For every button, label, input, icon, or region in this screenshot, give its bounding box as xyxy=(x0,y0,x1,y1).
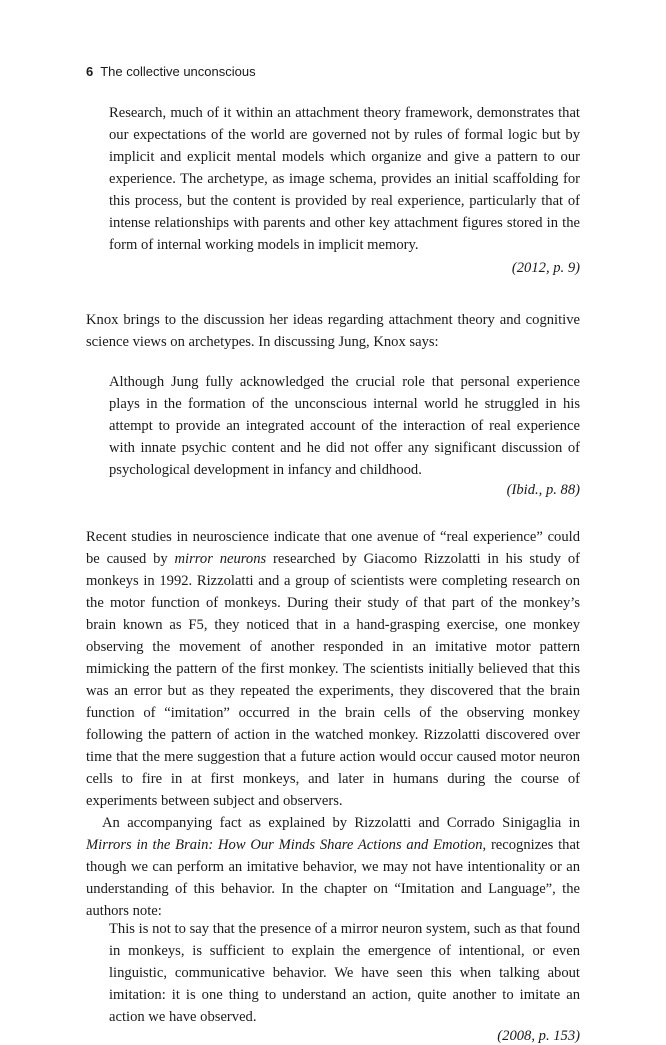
citation-1: (2012, p. 9) xyxy=(511,260,580,276)
running-head xyxy=(86,64,256,79)
paragraph-2-start: Recent studies in neuroscience indicate that one avenue of “real experience” could be caused by xyxy=(86,529,580,567)
term-mirror-neurons: mirror neurons xyxy=(174,551,267,567)
paragraph-3-rest: , recognizes that though we can perform an imitative behavior, we may not have intentionality or an understanding of this behavior. In the chapter on “Imitation and Language”, the authors note: xyxy=(86,837,580,919)
paragraph-2-rest: researched by Giacomo Rizzolatti in his study of monkeys in 1992. Rizzolatti and a group of scientists were completing research on the motor function of monkeys. During their study of that part of the monkey’s brain known as F5, they noticed that in a hand-grasping exercise, one monkey observing the movement of another responded in an imitative motor pattern mimicking the pattern of the first monkey. The scientists initially believed that this was an error but as they repeated the experiments, they discovered that the brain function of “imitation” occurred in the brain cells of the observing monkey following the pattern of action in the watched monkey. Rizzolatti discovered over time that the mere suggestion that a future action would occur caused motor neuron cells to fire in at first monkeys, and later in humans during the course of experiments between subject and observers. xyxy=(86,551,580,809)
block-quote-1: Research, much of it within an attachment theory framework, demonstrates that our expectations of the world are governed not by rules of formal logic but by implicit and explicit mental models which organize and give a pattern to our experience. The archetype, as image schema, provides an initial scaffolding for this process, but the content is provided by real experience, particularly that of intense relationships with parents and other key attachment figures stored in the form of internal working models in implicit memory. xyxy=(109,105,580,253)
paragraph-3 xyxy=(86,812,580,922)
paragraph-2 xyxy=(86,526,580,812)
paragraph-1: Knox brings to the discussion her ideas regarding attachment theory and cognitive science views on archetypes. In discussing Jung, Knox says: xyxy=(86,312,580,350)
page-number: 6 xyxy=(86,64,94,79)
book-title: Mirrors in the Brain: How Our Minds Share Actions and Emotion xyxy=(86,837,483,853)
running-title: The collective unconscious xyxy=(100,64,256,79)
block-quote-2: Although Jung fully acknowledged the crucial role that personal experience plays in the formation of the unconscious internal world he struggled in his attempt to provide an integrated account of the interaction of real experience with innate psychic content and he did not offer any significant discussion of psychological development in infancy and childhood. xyxy=(109,374,580,478)
citation-3: (2008, p. 153) xyxy=(497,1028,580,1044)
paragraph-3-start: An accompanying fact as explained by Rizzolatti and Corrado Sinigaglia in xyxy=(102,815,580,831)
citation-2: (Ibid., p. 88) xyxy=(506,482,580,498)
block-quote-3: This is not to say that the presence of a mirror neuron system, such as that found in monkeys, is sufficient to explain the emergence of intentional, or even linguistic, communicative behavior. We have seen this when talking about imitation: it is one thing to understand an action, quite another to imitate an action we have observed. xyxy=(109,921,580,1025)
